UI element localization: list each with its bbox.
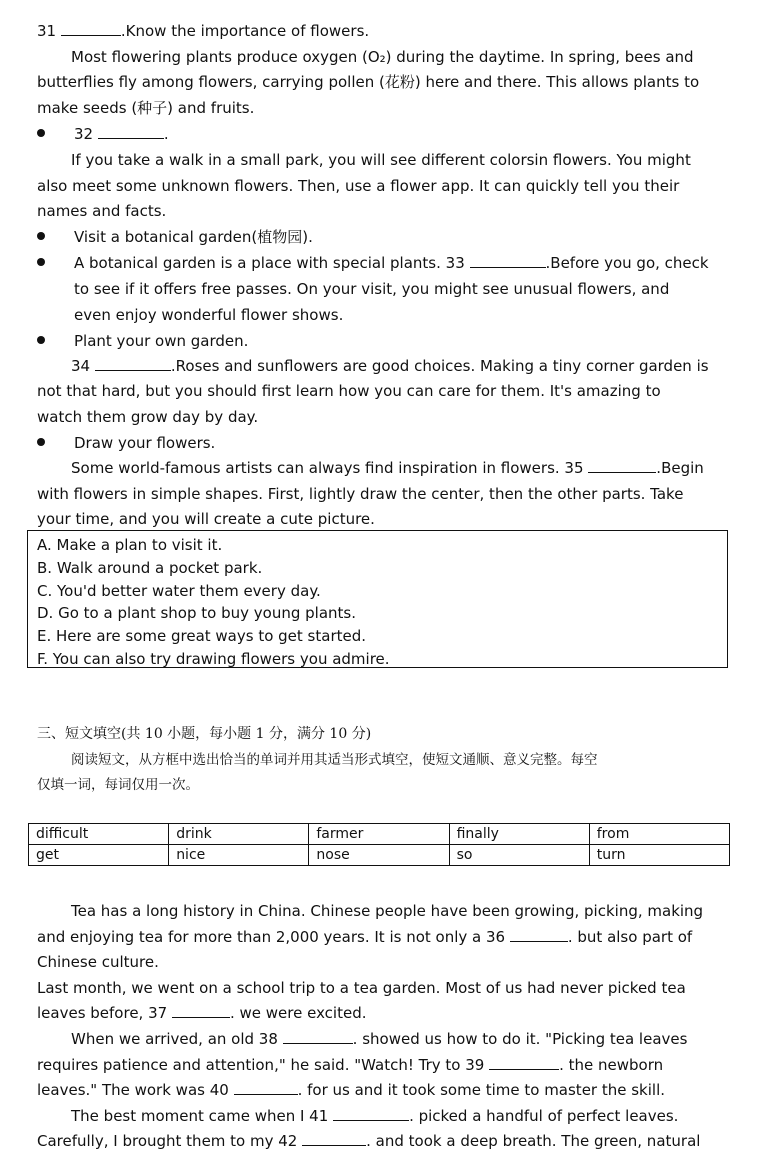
cloze-line: leaves before, 37 . we were excited. [37,1004,367,1022]
answer-blank-35 [588,458,656,473]
q33-line: A botanical garden is a place with special plants. 33 .Before you go, check [74,254,709,272]
word-cell: so [449,845,589,866]
option-f: F. You can also try drawing flowers you admire. [37,650,390,668]
instruction-line: 阅读短文，从方框中选出恰当的单词并用其适当形式填空，使短文通顺、意义完整。每空 [71,752,598,768]
paragraph-line: to see if it offers free passes. On your visit, you might see unusual flowers, and [74,280,670,298]
bullet-heading: Plant your own garden. [74,332,249,350]
bullet-icon [37,438,45,446]
word-box-row [29,824,730,845]
word-cell: difficult [29,824,169,845]
bullet-icon [37,336,45,344]
paragraph-line: not that hard, but you should first learn how you can care for them. It's amazing to [37,382,661,400]
paragraph-line: butterflies fly among flowers, carrying pollen (花粉) here and there. This allows plants to [37,73,700,91]
answer-blank-31 [61,21,121,36]
answer-blank-40 [234,1080,298,1095]
cloze-line: Last month, we went on a school trip to a tea garden. Most of us had never picked tea [37,979,686,997]
answer-blank-39 [489,1055,559,1070]
option-a: A. Make a plan to visit it. [37,536,223,554]
q31-line: 31 .Know the importance of flowers. [37,22,370,40]
paragraph-line: watch them grow day by day. [37,408,259,426]
cloze-line: The best moment came when I 41 . picked a handful of perfect leaves. [71,1107,679,1125]
answer-blank-32 [98,124,164,139]
cloze-line: Carefully, I brought them to my 42 . and took a deep breath. The green, natural [37,1132,701,1150]
word-cell: nose [309,845,449,866]
cloze-line: Chinese culture. [37,953,159,971]
bullet-icon [37,258,45,266]
answer-blank-42 [302,1131,366,1146]
word-cell: nice [169,845,309,866]
paragraph-line: also meet some unknown flowers. Then, use a flower app. It can quickly tell you their [37,177,680,195]
bullet-heading: Visit a botanical garden(植物园). [74,228,313,246]
word-cell: turn [589,845,729,866]
paragraph-line: If you take a walk in a small park, you will see different colorsin flowers. You might [71,151,691,169]
paragraph-line: Most flowering plants produce oxygen (O₂) during the daytime. In spring, bees and [71,48,694,66]
word-cell: farmer [309,824,449,845]
word-cell: from [589,824,729,845]
answer-blank-34 [95,356,171,371]
q34-line: 34 .Roses and sunflowers are good choices. Making a tiny corner garden is [71,357,709,375]
bullet-heading: Draw your flowers. [74,434,216,452]
answer-blank-37 [172,1003,230,1018]
option-b: B. Walk around a pocket park. [37,559,263,577]
section-heading: 三、短文填空(共 10 小题，每小题 1 分，满分 10 分) [37,726,372,742]
cloze-line: When we arrived, an old 38 . showed us how to do it. "Picking tea leaves [71,1030,688,1048]
answer-blank-36 [510,927,568,942]
q35-line: Some world-famous artists can always find inspiration in flowers. 35 .Begin [71,459,704,477]
instruction-line: 仅填一词，每词仅用一次。 [37,777,199,793]
option-e: E. Here are some great ways to get started. [37,627,367,645]
bullet-icon [37,129,45,137]
word-cell: drink [169,824,309,845]
cloze-line: Tea has a long history in China. Chinese people have been growing, picking, making [71,902,704,920]
answer-blank-33 [470,253,546,268]
paragraph-line: even enjoy wonderful flower shows. [74,306,344,324]
word-cell: get [29,845,169,866]
word-cell: finally [449,824,589,845]
options-box [27,530,728,668]
cloze-line: leaves." The work was 40 . for us and it took some time to master the skill. [37,1081,666,1099]
word-box-row [29,845,730,866]
paragraph-line: names and facts. [37,202,167,220]
bullet-icon [37,232,45,240]
paragraph-line: make seeds (种子) and fruits. [37,99,255,117]
answer-blank-41 [333,1106,409,1121]
paragraph-line: your time, and you will create a cute picture. [37,510,375,528]
q32-line: 32 . [74,125,169,143]
cloze-line: requires patience and attention," he said. "Watch! Try to 39 . the newborn [37,1056,664,1074]
word-box [28,823,730,866]
option-d: D. Go to a plant shop to buy young plants. [37,604,356,622]
option-c: C. You'd better water them every day. [37,582,321,600]
paragraph-line: with flowers in simple shapes. First, lightly draw the center, then the other parts. Take [37,485,684,503]
answer-blank-38 [283,1029,353,1044]
cloze-line: and enjoying tea for more than 2,000 years. It is not only a 36 . but also part of [37,928,693,946]
